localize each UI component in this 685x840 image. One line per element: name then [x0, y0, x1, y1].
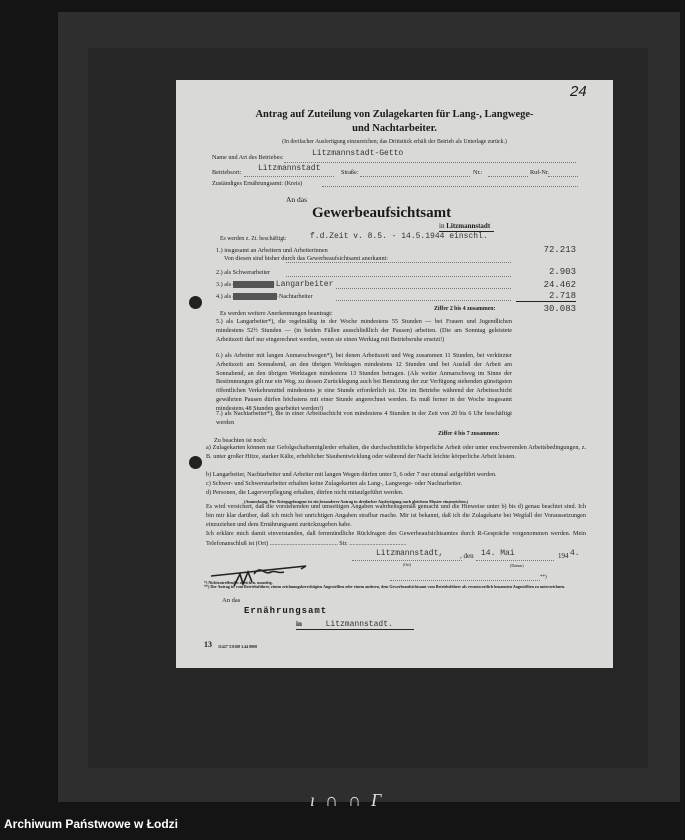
date-value: 14. Mai	[481, 549, 515, 558]
form-code: 11427 T.0108 3.44 8000	[218, 644, 258, 649]
form-subtitle: (In dreifacher Ausfertigung einzureichen; das Drittstück erhält der Betrieb als Unterlage zurück.)	[282, 139, 507, 145]
archive-stamp: ı∩∩Γ	[310, 790, 392, 810]
row-1-label: 1.) insgesamt an Arbeitern und Arbeiterinnen	[216, 247, 328, 254]
row-4-prefix: 4.) als	[216, 293, 232, 300]
form-title: Antrag auf Zuteilung von Zulagekarten für Lang-, Langwege-	[255, 109, 534, 120]
addressee-city	[439, 223, 494, 232]
item-5: 5.) als Langarbeiter*), die regelmäßig in der Woche mindestens 55 Stunden — bei Frauen und Jugendlichen mindestens 52½ Stunden — (in beiden Fällen ausschließlich der Pausen) arbeiten. (Die am Sonntag geleistete Arbeitszeit darf nur eingerechnet werden, wenn sie einen Werktag mit Betriebsruhe ersetzt!)	[216, 318, 512, 343]
row-3-prefix: 3.) als	[216, 281, 232, 288]
row-2-label: 2.) als Schwerarbeiter	[216, 269, 271, 276]
ort-value: Litzmannstadt	[258, 164, 321, 173]
row-4-struck: Langwegearbeiter	[232, 293, 278, 300]
amt-label: Zuständiges Ernährungsamt: (Kreis)	[212, 180, 303, 187]
sum-2-4-value: 30.083	[543, 304, 576, 314]
handwritten-page-number: 24	[570, 83, 587, 100]
sum-2-4-label: Ziffer 2 bis 4 zusammen:	[434, 306, 496, 312]
in-label: in	[439, 222, 445, 230]
row-4-label	[216, 293, 313, 301]
year-prefix: 194	[558, 552, 569, 560]
ort-label: Betriebsort:	[212, 169, 242, 176]
recipient-office: Ernährungsamt	[244, 606, 328, 616]
str-label: Str.	[339, 540, 348, 547]
item-7: 7.) als Nachtarbeiter*), die in einer Arbeitsschicht von mindestens 4 Stunden in der Zeit von 20 bis 6 Uhr beschäftigt werden	[216, 410, 512, 426]
note-b: b) Langarbeiter, Nachtarbeiter und Arbeiter mit langen Wegen dürfen unter 5, 6 oder 7 nur einmal aufgeführt werden.	[206, 471, 497, 478]
row-4-value: 2.718	[516, 291, 576, 302]
consent-text: Ich erkläre mich damit einverstanden, daß fernmündliche Rückfragen des Gewerbeaufsichtsamtes durch R-Gespräche vorgenommen werden. Mein Telefonanschluß ist (Ort)	[206, 530, 586, 547]
addressee-office: Gewerbeaufsichtsamt	[312, 205, 452, 221]
row-2-value: 2.903	[548, 267, 576, 277]
notes-heading: Zu beachten ist noch:	[214, 437, 268, 444]
name-label: Name und Art des Betriebes:	[212, 154, 284, 161]
year-suffix: 4.	[570, 549, 580, 558]
addressee-an-das: An das	[286, 195, 308, 204]
row-4-text: Nachtarbeiter	[278, 293, 313, 300]
recipient-an-das: An das	[222, 597, 241, 604]
row-3-typed: Langarbeiter	[275, 280, 334, 289]
recipient-city: Litzmannstadt.	[325, 620, 393, 629]
further-heading: Es werden weitere Anerkennungen beantragt:	[220, 310, 333, 317]
employed-label: Es werden z. Zt. beschäftigt:	[220, 236, 287, 242]
row-1-value: 72.213	[543, 245, 576, 255]
form-number: 13	[204, 640, 212, 649]
row-3-label	[216, 281, 333, 289]
recipient-city-line	[296, 621, 414, 630]
document-page	[176, 80, 613, 668]
anmerkung: (Anmerkung: Für Kriegsgefangene ist ein besonderer Antrag in dreifacher Ausfertigung nach gleichem Muster einzureichen.)	[244, 499, 469, 504]
punch-hole	[189, 296, 202, 309]
name-value: Litzmannstadt-Getto	[312, 149, 404, 158]
row-note: Von diesen sind bisher durch das Gewerbeaufsichtsamt anerkannt:	[224, 255, 388, 262]
footnote-2: **) Der Antrag ist vom Betriebsführer, einem zeichnungsberechtigten Angestellten oder einem anderen, dem Gewerbeaufsichtsamt vom Betriebsführer als verantwortlich benannten Angestellten zu unterzeichnen.	[204, 584, 566, 589]
place-value: Litzmannstadt,	[376, 549, 444, 558]
ort-caption: (Ort)	[403, 562, 411, 567]
note-c: c) Schwer- und Schwerstarbeiter erhalten keine Zulagekarten als Lang-, Langwege- oder Nachtarbeiter.	[206, 480, 463, 487]
employed-period: f.d.Zeit v. 8.5. - 14.5.1944 einschl.	[310, 232, 488, 241]
row-3-value: 24.462	[543, 280, 576, 290]
note-d: d) Personen, die Lagerverpflegung erhalten, dürfen nicht mitaufgeführt werden.	[206, 489, 404, 496]
footnote-1: *) Nichtzutreffendes streichen. umseitig.	[204, 580, 273, 585]
sum-4-7-label: Ziffer 4 bis 7 zusammen:	[438, 431, 500, 437]
city: Litzmannstadt	[446, 222, 491, 230]
nr-label: Nr.:	[473, 169, 483, 176]
consent: Ich erkläre mich damit einverstanden, daß fernmündliche Rückfragen des Gewerbeaufsichtsamtes durch R-Gespräche vorgenommen werden. Mein Telefonanschluß ist (Ort) ............................................ Str. .....................................	[206, 530, 586, 547]
recipient-in: in	[296, 620, 302, 628]
ruf-label: Ruf-Nr.	[530, 169, 550, 176]
form-title-line2: und Nachtarbeiter.	[352, 123, 437, 134]
archive-name: Archiwum Państwowe w Łodzi	[4, 817, 179, 831]
punch-hole	[189, 456, 202, 469]
datum-caption: (Datum)	[510, 563, 524, 568]
strasse-label: Straße:	[341, 169, 359, 176]
note-a: a) Zulagekarten können nur Gefolgschaftsmitglieder erhalten, die durchschnittliche körperliche Arbeit oder unter erschwerenden Arbeitsbedingungen, z. B. unter großer Hitze, starker Kälte, erheblicher Staubentwicklung oder während der Nacht leichte körperliche Arbeit leisten.	[206, 444, 586, 460]
declaration: Es wird versichert, daß die vorstehenden und umseitigen Angaben wahrheitsgemäß gemacht und die Hinweise unter b) bis d) genau beachtet sind. Ich bin mir klar darüber, daß ich mich bei unrichtigen Angaben strafbar mache. Mir ist bekannt, daß ich die Zulagekarte bei Wegfall der Voraussetzungen einzuziehen und dem Ernährungsamt zurückzugeben habe.	[206, 503, 586, 528]
signature-mark: **)	[540, 575, 547, 580]
row-3-struck: Schwerstarbeiter	[232, 281, 275, 288]
den-label: , den	[460, 552, 474, 560]
item-6: 6.) als Arbeiter mit langen Anmarschwegen*), bei denen Arbeitszeit und Weg zusammen 11 Stunden, bei verkürzter Arbeitszeit am Sonnabend, an den übrigen Werktagen mindestens 12 Stunden und bei Ausfall der Arbeit am Sonnabend, an den übrigen Werktagen mindestens 13 Stunden betragen. (Als weiter Anmarschweg im Sinne der Bestimmungen gilt nur ein Weg, zu dessen Zurücklegung auch bei Benutzung der zur Verfügung stehenden günstigsten öffentlichen Verkehrsmittel mindestens je eine Stunde erforderlich ist. Die im Betriebe während der Arbeitsschicht gewährten Pausen dürfen höchstens mit einer Stunde angerechnet werden. Es muß ferner in der Woche insgesamt mindestens 48 Stunden gearbeitet werden!)	[216, 352, 512, 412]
